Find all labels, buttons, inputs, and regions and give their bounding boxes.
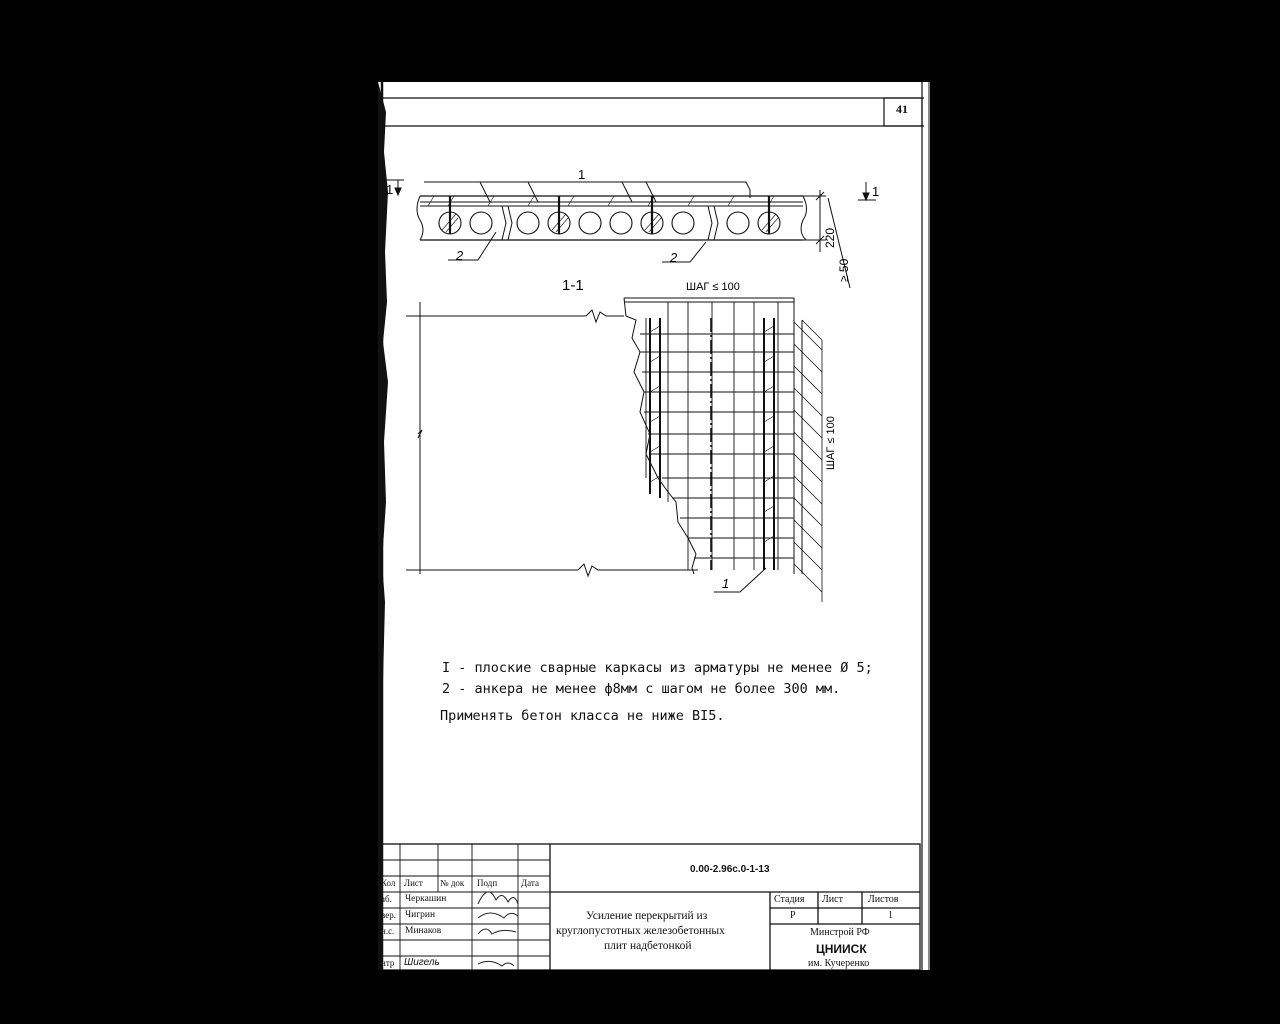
tb-header-kol: Кол	[381, 878, 396, 888]
dimension-50: ≥ 50	[837, 258, 851, 282]
leader-2-right-label: 2	[670, 250, 678, 265]
document-title-line-1: Усиление перекрытий из	[586, 910, 708, 922]
note-item-2: 2 - анкера не менее ф8мм с шагом не более 300 мм.	[442, 681, 841, 697]
step-label-top: ШАГ ≤ 100	[686, 281, 740, 293]
leader-2-left-label: 2	[456, 248, 464, 263]
tb-header-data: Дата	[521, 878, 539, 888]
tb-name-1: Черкашин	[405, 894, 447, 904]
tb-role-1: аб.	[381, 894, 392, 904]
step-label-right: ШАГ ≤ 100	[825, 416, 837, 470]
concrete-class-note: Применять бетон класса не ниже BI5.	[440, 708, 725, 724]
section-mark-left: 1	[386, 182, 394, 197]
section-mark-right: 1	[872, 184, 880, 199]
dimension-220: 220	[823, 227, 837, 248]
document-title-line-2: круглопустотных железобетонных	[556, 925, 725, 937]
sheets-header: Листов	[868, 894, 899, 905]
signatures	[478, 892, 518, 966]
tb-header-podp: Подп	[477, 878, 498, 888]
document-title-line-3: плит надбетонкой	[604, 940, 692, 952]
tb-name-4: Шигель	[404, 957, 440, 968]
stage-header: Стадия	[774, 894, 805, 905]
tb-name-2: Чигрин	[405, 910, 436, 920]
org-name: ЦНИИСК	[816, 942, 867, 956]
org-ministry: Минстрой РФ	[810, 927, 870, 938]
sheets-value: 1	[888, 910, 893, 921]
document-code: 0.00-2.96с.0-1-13	[690, 864, 770, 875]
leader-1-bottom-label: 1	[722, 576, 730, 591]
tb-header-list: Лист	[404, 878, 423, 888]
note-item-1: I - плоские сварные каркасы из арматуры не менее Ø 5;	[442, 660, 873, 676]
tb-role-2: вер.	[381, 910, 396, 920]
sheet-header: Лист	[822, 894, 843, 905]
drawing-sheet	[378, 82, 930, 970]
section-title: 1-1	[562, 277, 584, 294]
tb-role-3: н.с.	[381, 926, 395, 936]
tb-header-ndok: № док	[440, 878, 465, 888]
leader-1-top-label: 1	[578, 167, 586, 182]
tb-role-4: нтр	[381, 958, 395, 968]
tb-name-3: Минаков	[405, 926, 442, 936]
stage-value: Р	[790, 910, 796, 921]
org-named-after: им. Кучеренко	[808, 958, 870, 969]
technical-drawing	[378, 82, 928, 970]
section-1-1-plan	[406, 298, 822, 602]
slab-elevation	[386, 180, 876, 288]
page-number: 41	[896, 102, 908, 116]
